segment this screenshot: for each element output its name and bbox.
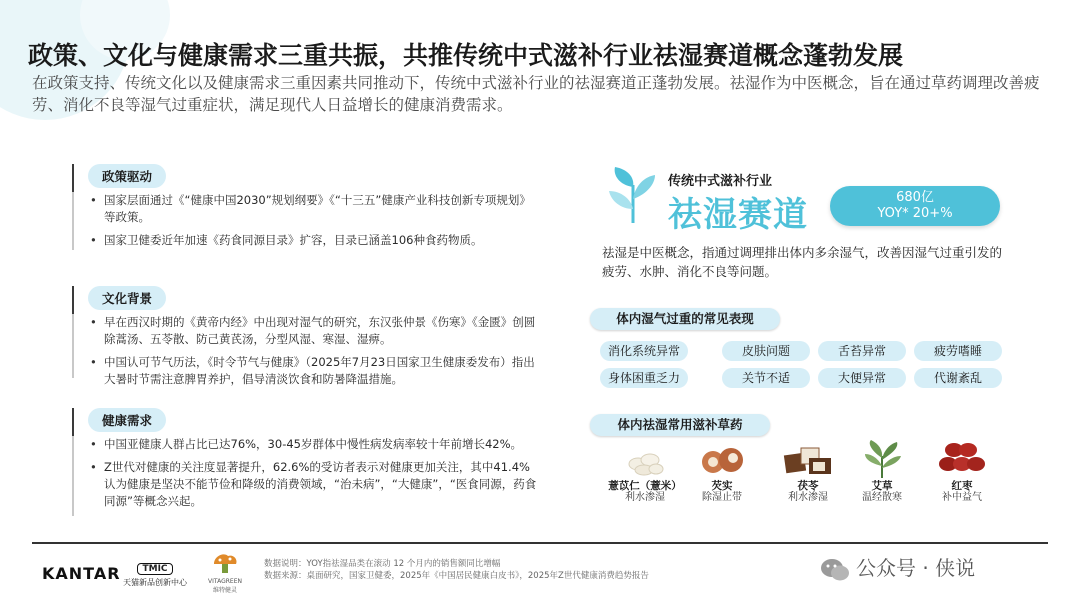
herb-name: 红枣: [951, 480, 973, 492]
poria-icon: [779, 442, 837, 478]
herb-effect: 除湿止带: [702, 492, 742, 503]
symptom-tag: 代谢紊乱: [914, 368, 1002, 388]
vitagreen-cn-text: 维特健灵: [212, 587, 237, 594]
bullet-item: • 国家卫健委近年加速《药食同源目录》扩容，目录已涵盖106种食药物质。: [88, 232, 538, 249]
herb-effect: 温经散寒: [862, 492, 902, 503]
herb-effect: 利水渗湿: [625, 492, 665, 503]
market-size-badge: [830, 186, 1000, 226]
jujube-icon: [934, 438, 990, 478]
wechat-watermark: [820, 552, 975, 582]
page-title: 政策、文化与健康需求三重共振，共推传统中式滋补行业祛湿赛道概念蓬勃发展: [28, 41, 904, 70]
wechat-icon: [820, 558, 850, 582]
herbs-header: 体内祛湿常用滋补草药: [590, 414, 770, 436]
mugwort-icon: [855, 438, 909, 478]
panel-big-title: 祛湿赛道: [668, 195, 808, 235]
symptom-tag: 消化系统异常: [600, 341, 688, 361]
footnote-line: 数据来源：桌面研究，国家卫健委，2025年《中国居民健康白皮书》，2025年Z世代健康消费趋势报告: [264, 571, 649, 581]
herb-item: [842, 438, 922, 504]
footnotes: [264, 558, 649, 582]
bullet-item: • 中国亚健康人群占比已达76%，30-45岁群体中慢性病发病率较十年前增长42%。: [88, 436, 538, 453]
leaf-sprout-icon: [605, 165, 661, 225]
panel-small-title: 传统中式滋补行业: [668, 174, 773, 189]
footnote-line: 数据说明：YOY指祛湿品类在滚动 12 个月内的销售额同比增幅: [264, 559, 501, 569]
herb-item: [605, 442, 685, 504]
section-label: 政策驱动: [88, 164, 166, 188]
vitagreen-logo: [205, 552, 245, 594]
bullet-item: • Z世代对健康的关注度显著提升，62.6%的受访者表示对健康更加关注，其中41.4%认为健康是坚决不能节俭和降级的消费领域，“治未病”，“大健康”，“医食同源，药食同源”等概念兴起。: [88, 459, 538, 510]
watermark-text: 公众号 · 侠说: [856, 556, 976, 580]
mushroom-logo-icon: [210, 552, 240, 574]
bullet-item: • 中国认可节气历法，《时令节气与健康》（2025年7月23日国家卫生健康委发布）指出大暑时节需注意脾胃养护，倡导清淡饮食和防暑降温措施。: [88, 354, 538, 388]
market-size-value: 680亿: [896, 190, 934, 205]
section-health: [72, 408, 538, 516]
footer-divider: [32, 542, 1048, 544]
market-yoy-value: YOY* 20+%: [877, 206, 953, 221]
page-subtitle: 在政策支持、传统文化以及健康需求三重因素共同推动下，传统中式滋补行业的祛湿赛道正蓬勃发展。祛湿作为中医概念，旨在通过草药调理改善疲劳、消化不良等湿气过重症状，满足现代人日益增长的健康消费需求。: [32, 74, 1040, 114]
symptom-tag: 关节不适: [722, 368, 810, 388]
euryale-seed-icon: [695, 442, 749, 478]
symptoms-header: 体内湿气过重的常见表现: [590, 308, 780, 330]
symptom-tag: 大便异常: [818, 368, 906, 388]
tmic-text: 天猫新品创新中心: [123, 578, 187, 587]
symptom-tag: 疲劳嗜睡: [914, 341, 1002, 361]
section-policy: [72, 164, 538, 250]
herb-item: [922, 438, 1002, 504]
tmic-badge: TMIC: [137, 563, 172, 575]
herb-name: 茯苓: [797, 480, 819, 492]
symptom-tag: 皮肤问题: [722, 341, 810, 361]
herb-item: [682, 442, 762, 504]
section-culture: [72, 286, 538, 386]
herb-item: [768, 442, 848, 504]
bullet-item: • 早在西汉时期的《黄帝内经》中出现对湿气的研究，东汉张仲景《伤寒》《金匮》创圆除蒿汤、五苓散、防己黄芪汤，分型风湿、寒湿、湿痹。: [88, 314, 538, 348]
barley-icon: [618, 442, 672, 478]
symptom-tag: 舌苔异常: [818, 341, 906, 361]
vitagreen-text: VITAGREEN: [208, 578, 242, 585]
herb-effect: 补中益气: [942, 492, 982, 503]
bullet-item: • 国家层面通过《“健康中国2030”规划纲要》《“十三五”健康产业科技创新专项规划》等政策。: [88, 192, 538, 226]
tmic-logo: [120, 556, 190, 588]
herb-name: 芡实: [711, 480, 733, 492]
symptom-tag: 身体困重乏力: [600, 368, 688, 388]
herb-effect: 利水渗湿: [788, 492, 828, 503]
panel-description: 祛湿是中医概念，指通过调理排出体内多余湿气，改善因湿气过重引发的疲劳、水肿、消化不良等问题。: [602, 245, 1003, 279]
section-label: 健康需求: [88, 408, 166, 432]
kantar-logo: KANTAR: [42, 564, 121, 583]
herb-name: 薏苡仁（薏米）: [608, 480, 682, 492]
section-label: 文化背景: [88, 286, 166, 310]
herb-name: 艾草: [871, 480, 893, 492]
